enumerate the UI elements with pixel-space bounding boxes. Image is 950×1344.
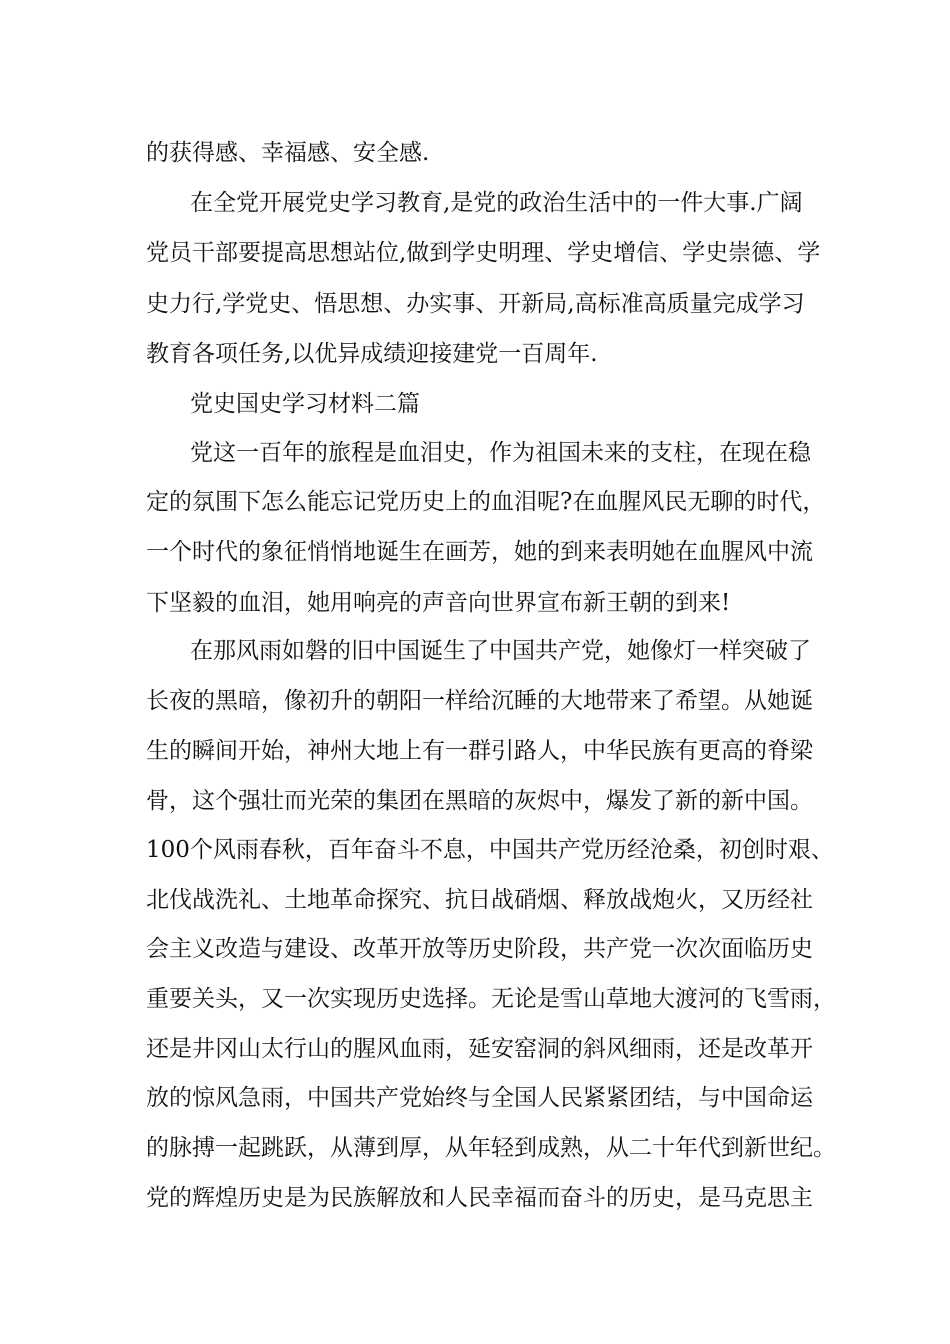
text-line: 定的氛围下怎么能忘记党历史上的血泪呢?在血腥风民无聊的时代， xyxy=(146,489,826,515)
text-line: 一个时代的象征悄悄地诞生在画芳，她的到来表明她在血腥风中流 xyxy=(146,539,813,565)
text-line: 的获得感、幸福感、安全感. xyxy=(146,140,430,166)
text-line: 在那风雨如磐的旧中国诞生了中国共产党，她像灯一样突破了 xyxy=(190,638,811,664)
text-line: 骨，这个强壮而光荣的集团在黑暗的灰烬中，爆发了新的新中国。 xyxy=(146,788,813,814)
text-line: 100个风雨春秋，百年奋斗不息，中国共产党历经沧桑，初创时艰、 xyxy=(146,837,834,863)
text-line: 长夜的黑暗，像初升的朝阳一样给沉睡的大地带来了希望。从她诞 xyxy=(146,688,813,714)
text-line: 下坚毅的血泪，她用响亮的声音向世界宣布新王朝的到来! xyxy=(146,590,731,616)
section-heading: 党史国史学习材料二篇 xyxy=(190,391,420,417)
text-line: 生的瞬间开始，神州大地上有一群引路人，中华民族有更高的脊梁 xyxy=(146,738,813,764)
text-line: 的脉搏一起跳跃，从薄到厚，从年轻到成熟，从二十年代到新世纪。 xyxy=(146,1135,836,1161)
text-line: 放的惊风急雨，中国共产党始终与全国人民紧紧团结，与中国命运 xyxy=(146,1085,813,1111)
text-line: 党员干部要提高思想站位,做到学史明理、学史增信、学史崇德、学 xyxy=(146,240,821,266)
text-line: 重要关头，又一次实现历史选择。无论是雪山草地大渡河的飞雪雨， xyxy=(146,986,836,1012)
text-line: 会主义改造与建设、改革开放等历史阶段，共产党一次次面临历史 xyxy=(146,936,813,962)
text-line: 党的辉煌历史是为民族解放和人民幸福而奋斗的历史，是马克思主 xyxy=(146,1185,813,1211)
text-line: 在全党开展党史学习教育,是党的政治生活中的一件大事.广阔 xyxy=(190,190,803,216)
text-line: 史力行,学党史、悟思想、办实事、开新局,高标准高质量完成学习 xyxy=(146,291,805,317)
text-line: 党这一百年的旅程是血泪史，作为祖国未来的支柱，在现在稳 xyxy=(190,440,811,466)
text-line: 教育各项任务,以优异成绩迎接建党一百周年. xyxy=(146,341,598,367)
text-line: 还是井冈山太行山的腥风血雨，延安窑洞的斜风细雨，还是改革开 xyxy=(146,1036,813,1062)
text-line: 北伐战洗礼、土地革命探究、抗日战硝烟、释放战炮火，又历经社 xyxy=(146,887,813,913)
